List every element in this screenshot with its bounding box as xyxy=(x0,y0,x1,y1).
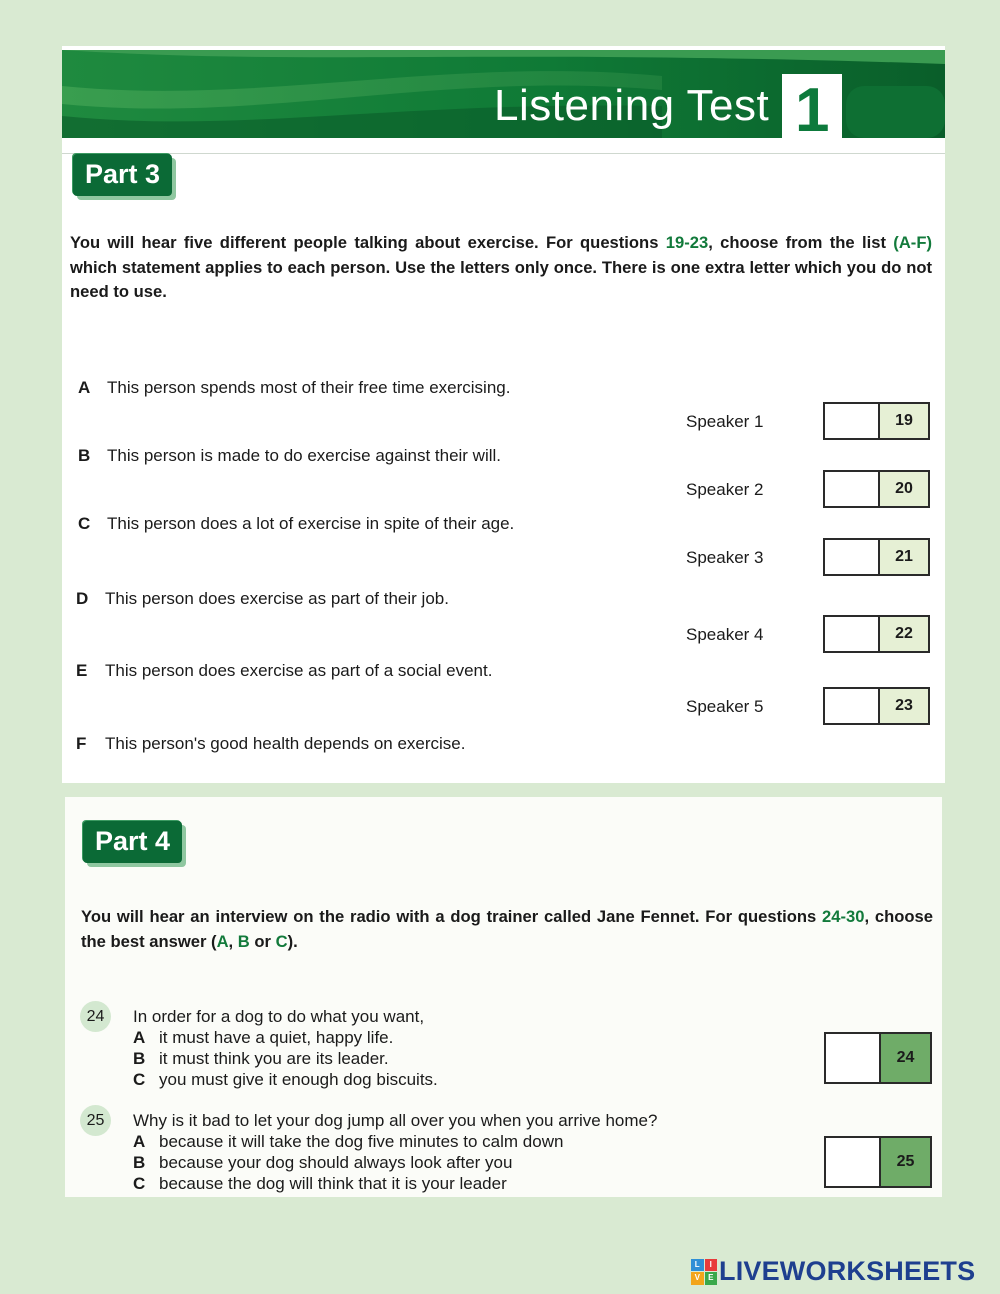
speaker-3-label: Speaker 3 xyxy=(686,548,764,567)
option-text: because it will take the dog five minutes to calm down xyxy=(159,1132,564,1151)
statement-letter: B xyxy=(78,446,91,465)
part3-instr-text3: which statement applies to each person. Use the letters only once. There is one extra letter which you do not need to use. xyxy=(70,257,932,301)
part3-badge: Part 3 xyxy=(73,154,172,196)
logo-grid-letter: V xyxy=(691,1272,704,1285)
statement-text: This person is made to do exercise against their will. xyxy=(107,446,502,465)
answer-box-23 xyxy=(823,687,930,725)
test-number: 1 xyxy=(795,76,830,145)
question-25-number: 25 xyxy=(80,1105,111,1136)
speaker-4-label: Speaker 4 xyxy=(686,625,764,644)
statement-c xyxy=(78,514,514,534)
statement-f xyxy=(76,734,465,754)
answer-box-20 xyxy=(823,470,930,508)
header-divider xyxy=(62,153,945,154)
answer-input-19[interactable] xyxy=(825,404,880,438)
statement-text: This person does exercise as part of a social event. xyxy=(105,661,493,680)
logo-text: LIVEWORKSHEETS xyxy=(719,1256,976,1286)
answer-input-23[interactable] xyxy=(825,689,880,723)
question-24-option-a xyxy=(133,1027,393,1048)
part4-option-a: A xyxy=(216,931,229,951)
option-letter: C xyxy=(133,1174,146,1193)
statement-letter: C xyxy=(78,514,91,533)
option-text: because your dog should always look after you xyxy=(159,1153,513,1172)
option-letter: B xyxy=(133,1049,146,1068)
question-number-24: 24 xyxy=(881,1034,930,1082)
part4-option-c: C xyxy=(275,931,288,951)
statement-letter: A xyxy=(78,378,91,397)
option-text: it must think you are its leader. xyxy=(159,1049,389,1068)
question-24-option-c xyxy=(133,1069,438,1090)
option-letter: C xyxy=(133,1070,146,1089)
answer-box-24 xyxy=(824,1032,932,1084)
question-number-25: 25 xyxy=(881,1138,930,1186)
option-text: it must have a quiet, happy life. xyxy=(159,1028,394,1047)
question-number-22: 22 xyxy=(880,617,928,651)
question-number-19: 19 xyxy=(880,404,928,438)
option-letter: B xyxy=(133,1153,146,1172)
part4-instructions xyxy=(81,905,933,954)
part3-instr-text2: , choose from the list xyxy=(708,233,894,252)
part4-sheet xyxy=(65,797,942,1197)
statement-a xyxy=(78,378,510,398)
answer-input-24[interactable] xyxy=(826,1034,881,1082)
part4-badge: Part 4 xyxy=(83,821,182,863)
question-25-text: Why is it bad to let your dog jump all over you when you arrive home? xyxy=(133,1111,658,1130)
option-letter: A xyxy=(133,1132,146,1151)
question-25-option-a xyxy=(133,1131,563,1152)
speaker-2-label: Speaker 2 xyxy=(686,480,764,499)
answer-box-19 xyxy=(823,402,930,440)
part4-option-b: B xyxy=(237,931,250,951)
liveworksheets-logo[interactable] xyxy=(691,1256,975,1287)
statement-d xyxy=(76,589,449,609)
part4-question-range: 24-30 xyxy=(822,907,865,926)
question-24-number: 24 xyxy=(80,1001,111,1032)
statement-letter: E xyxy=(76,661,88,680)
answer-box-25 xyxy=(824,1136,932,1188)
header-banner xyxy=(62,46,945,152)
part4-instr-text3: , xyxy=(228,931,238,951)
statement-text: This person's good health depends on exercise. xyxy=(105,734,466,753)
part4-instr-text5: ). xyxy=(287,931,298,951)
question-25-option-c xyxy=(133,1173,507,1194)
statement-letter: D xyxy=(76,589,89,608)
banner-title: Listening Test xyxy=(494,81,770,130)
logo-grid-icon xyxy=(691,1259,717,1285)
question-24-option-b xyxy=(133,1048,389,1069)
statement-e xyxy=(76,661,492,681)
question-number-23: 23 xyxy=(880,689,928,723)
statement-letter: F xyxy=(76,734,87,753)
statement-text: This person spends most of their free time exercising. xyxy=(107,378,511,397)
question-25-option-b xyxy=(133,1152,512,1173)
question-24-text: In order for a dog to do what you want, xyxy=(133,1007,425,1026)
question-number-21: 21 xyxy=(880,540,928,574)
option-text: because the dog will think that it is your leader xyxy=(159,1174,507,1193)
statement-b xyxy=(78,446,501,466)
statement-text: This person does exercise as part of their job. xyxy=(105,589,449,608)
part4-instr-text1: You will hear an interview on the radio with a dog trainer called Jane Fennet. For questions xyxy=(81,907,823,926)
part4-instr-text4: or xyxy=(249,931,276,951)
answer-input-20[interactable] xyxy=(825,472,880,506)
logo-grid-letter: L xyxy=(691,1259,704,1272)
answer-input-25[interactable] xyxy=(826,1138,881,1186)
answer-box-22 xyxy=(823,615,930,653)
answer-input-21[interactable] xyxy=(825,540,880,574)
logo-grid-letter: I xyxy=(705,1259,718,1272)
question-number-20: 20 xyxy=(880,472,928,506)
speaker-1-label: Speaker 1 xyxy=(686,412,764,431)
statement-text: This person does a lot of exercise in spite of their age. xyxy=(107,514,515,533)
part3-instr-text1: You will hear five different people talking about exercise. For questions xyxy=(70,233,666,252)
part3-letter-range: (A-F) xyxy=(893,233,932,252)
option-text: you must give it enough dog biscuits. xyxy=(159,1070,438,1089)
part4-instr-text2: , choose the best answer ( xyxy=(81,907,933,951)
speaker-5-label: Speaker 5 xyxy=(686,697,764,716)
part3-sheet xyxy=(62,46,945,783)
logo-grid-letter: E xyxy=(705,1272,718,1285)
part3-question-range: 19-23 xyxy=(665,233,709,252)
answer-input-22[interactable] xyxy=(825,617,880,651)
answer-box-21 xyxy=(823,538,930,576)
option-letter: A xyxy=(133,1028,146,1047)
part3-instructions xyxy=(70,231,932,305)
